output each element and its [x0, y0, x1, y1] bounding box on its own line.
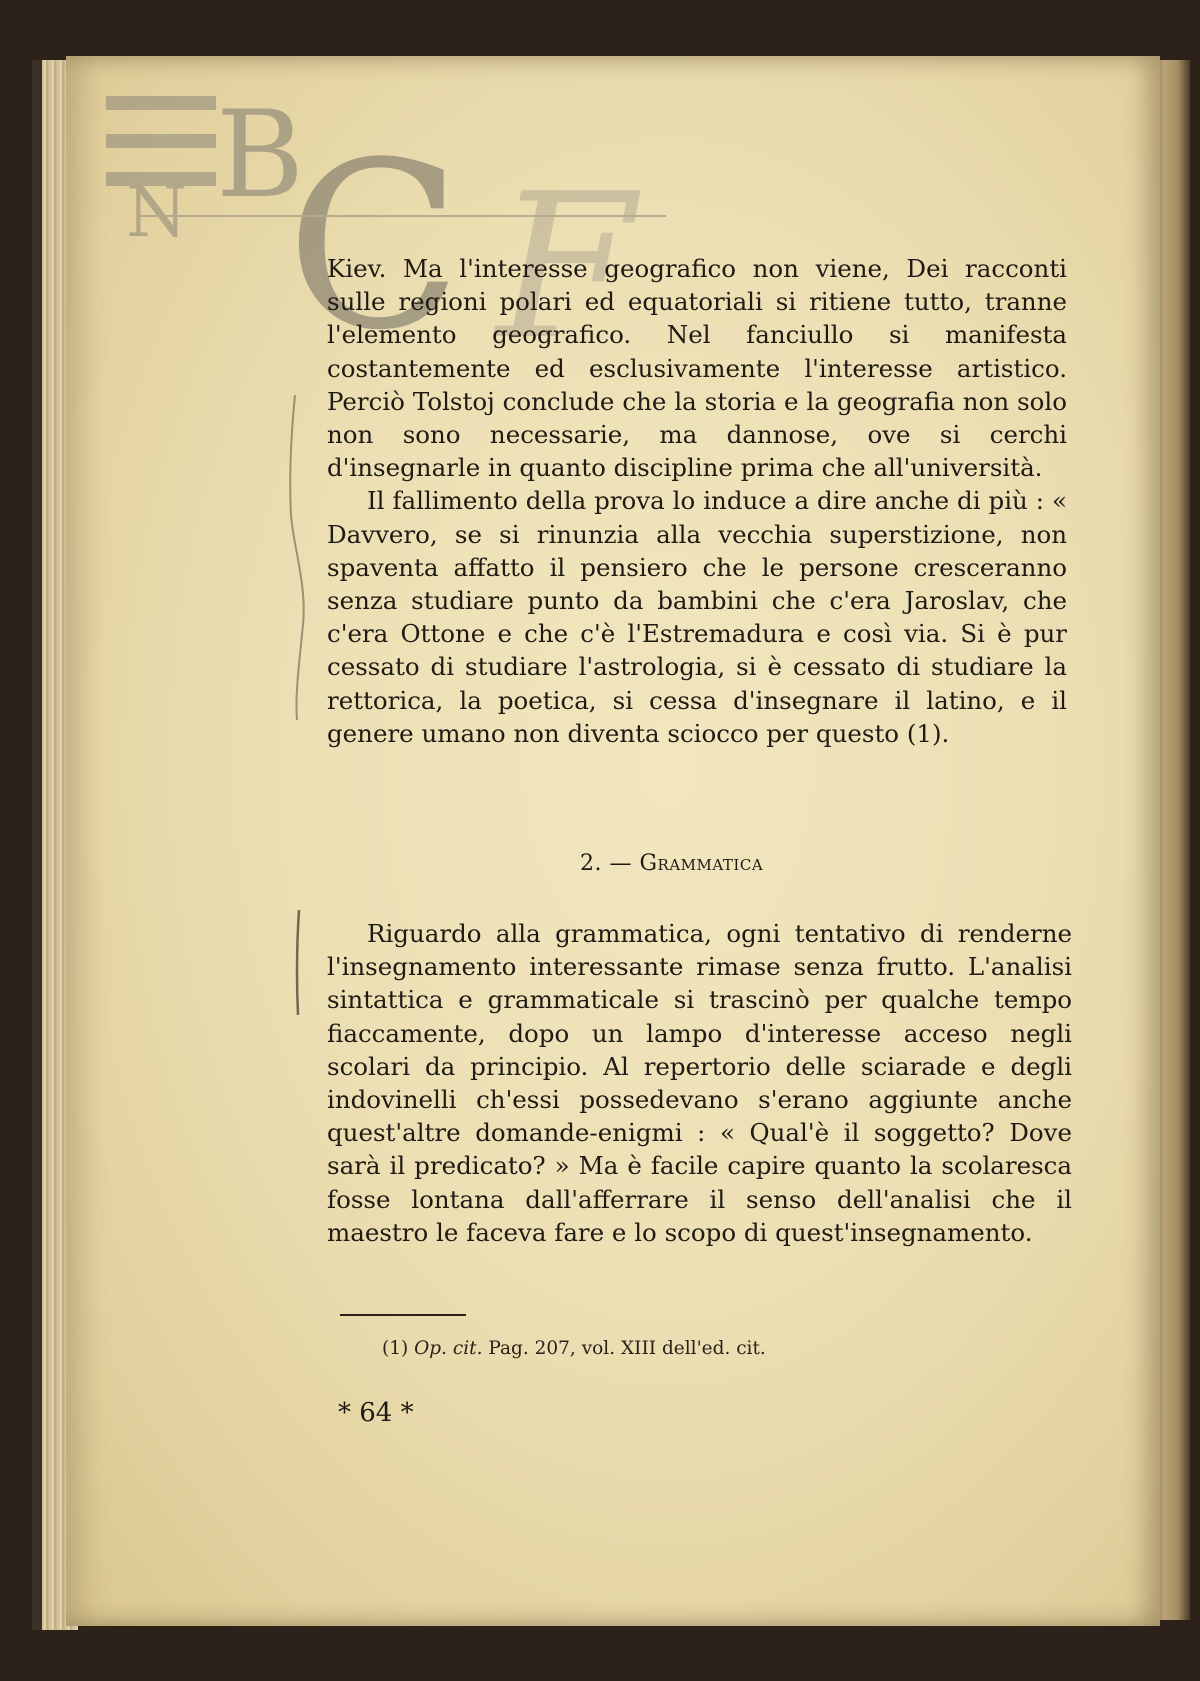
watermark-letter-b: B [216, 86, 305, 225]
footnote-ref: Op. cit. [414, 1338, 483, 1359]
section-heading [580, 851, 763, 876]
body-text-lower [327, 917, 1072, 1249]
page-number: * 64 * [338, 1398, 414, 1428]
footnote-marker: (1) [382, 1338, 409, 1359]
footnote-separator [340, 1314, 466, 1316]
section-number: 2. — [580, 851, 632, 876]
body-text-upper [327, 252, 1067, 750]
footnote-text: Pag. 207, vol. XIII dell'ed. cit. [488, 1338, 766, 1359]
pencil-margin-mark-upper [285, 395, 315, 725]
paragraph: Riguardo alla grammatica, ogni tentativo di renderne l'insegnamento interessante rimase senza frutto. L'analisi sintattica e grammaticale si trascinò per qualche tempo fiaccamente, dopo un lampo d'interesse acceso negli scolari da principio. Al repertorio delle sciarade e degli indovinelli ch'essi possedevano s'erano aggiunte anche quest'altre domande-enigmi : « Qual'è il soggetto? Dove sarà il predicato? » Ma è facile capire quanto la scolaresca fosse lontana dall'afferrare il senso dell'analisi che il maestro le faceva fare e lo scopo di quest'insegnamento. [327, 919, 1072, 1247]
watermark-letter-f: F [496, 151, 635, 366]
paragraph: Kiev. Ma l'interesse geografico non viene, Dei racconti sulle regioni polari ed equatoriali si ritiene tutto, tranne l'elemento geografico. Nel fanciullo si manifesta costantemente ed esclusivamente l'interesse artistico. Perciò Tolstoj conclude che la storia e la geografia non solo non sono necessarie, ma dannose, ove si cerchi d'insegnarle in quanto discipline prima che all'università. [327, 254, 1067, 483]
section-title: Grammatica [639, 851, 764, 876]
pencil-margin-mark-lower [293, 910, 307, 1020]
watermark-letter-c: C [286, 114, 462, 366]
watermark-letter-n: N [126, 171, 188, 253]
paragraph: Il fallimento della prova lo induce a dire anche di più : « Davvero, se si rinunzia alla vecchia superstizione, non spaventa affatto il pensiero che le persone cresceranno senza studiare punto da bambini che c'era Jaroslav, che c'era Ottone e che c'è l'Estremadura e così via. Si è pur cessato di studiare l'astrologia, si è cessato di studiare la rettorica, la poetica, si cessa d'insegnare il latino, e il genere umano non diventa sciocco per questo (1). [327, 486, 1067, 748]
footnote [382, 1338, 766, 1359]
